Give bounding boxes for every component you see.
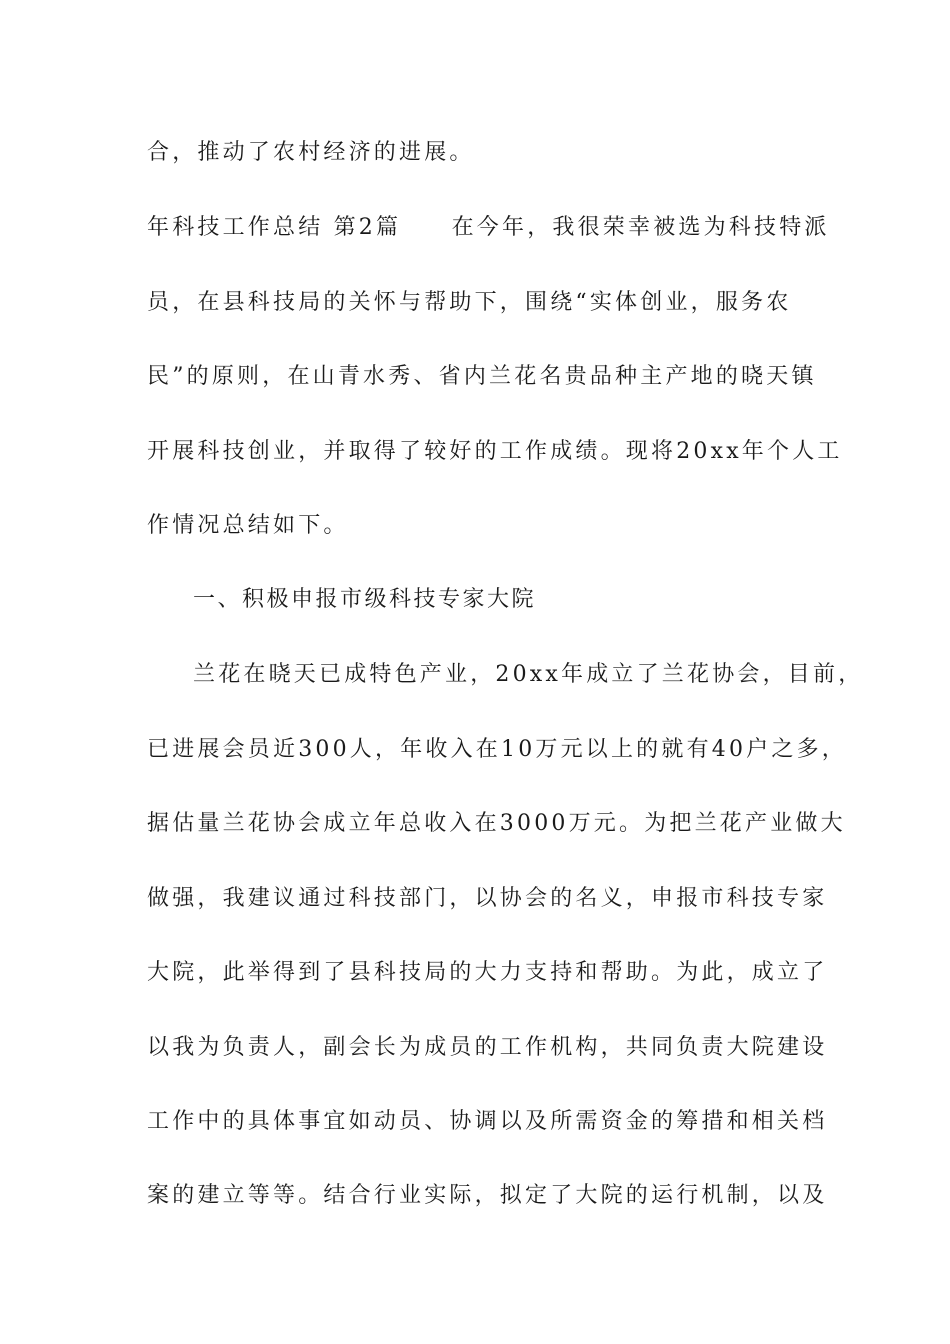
text-line-5: 开展科技创业，并取得了较好的工作成绩。现将20xx年个人工 (147, 439, 843, 464)
text-line-4: 民”的原则，在山青水秀、省内兰花名贵品种主产地的晓天镇 (147, 364, 817, 389)
text-line-11: 做强，我建议通过科技部门，以协会的名义，申报市科技专家 (147, 886, 828, 911)
section-heading: 一、积极申报市级科技专家大院 (193, 587, 537, 612)
paragraph-first-line: 兰花在晓天已成特色产业，20xx年成立了兰花协会，目前， (193, 662, 864, 687)
text-line-3: 员，在县科技局的关怀与帮助下，围绕“实体创业，服务农 (147, 290, 792, 315)
text-line-15: 案的建立等等。结合行业实际，拟定了大院的运行机制，以及 (147, 1183, 828, 1208)
text-line-1: 合，推动了农村经济的进展。 (147, 140, 475, 165)
text-line-12: 大院，此举得到了县科技局的大力支持和帮助。为此，成立了 (147, 960, 828, 985)
text-line-9: 已进展会员近300人，年收入在10万元以上的就有40户之多， (147, 737, 847, 762)
text-line-14: 工作中的具体事宜如动员、协调以及所需资金的筹措和相关档 (147, 1109, 828, 1134)
text-line-2: 年科技工作总结 第2篇 在今年，我很荣幸被选为科技特派 (147, 215, 830, 240)
text-line-13: 以我为负责人，副会长为成员的工作机构，共同负责大院建设 (147, 1035, 828, 1060)
text-line-6: 作情况总结如下。 (147, 513, 349, 538)
text-line-10: 据估量兰花协会成立年总收入在3000万元。为把兰花产业做大 (147, 811, 846, 836)
